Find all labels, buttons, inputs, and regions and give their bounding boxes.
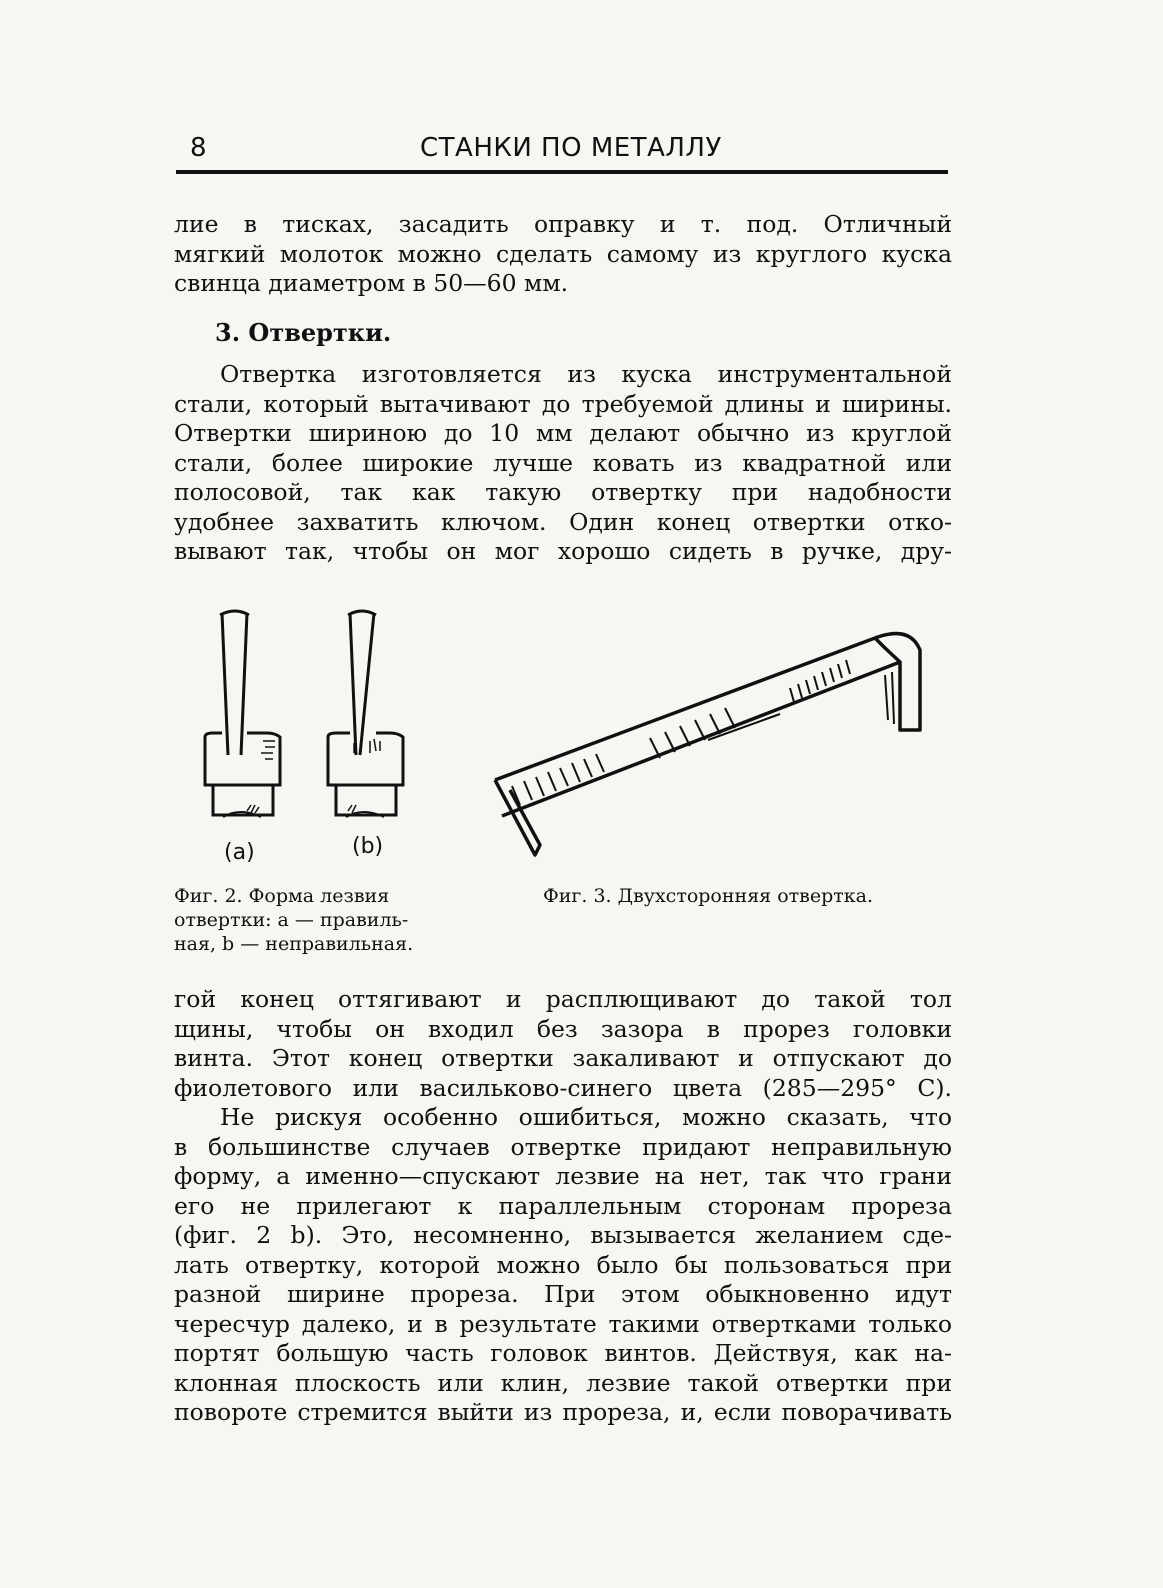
text-line: фиолетового или васильково-синего цвета (285—295° C). [174, 1073, 952, 1102]
header-rule [176, 170, 948, 174]
text-line: вывают так, чтобы он мог хорошо сидеть в ручке, дру- [174, 537, 952, 565]
fig3-caption: Фиг. 3. Двухсторонняя отвертка. [543, 885, 874, 907]
text-line: винта. Этот конец отвертки закаливают и отпускают до [174, 1044, 952, 1072]
paragraph-top [174, 210, 952, 299]
paragraph-bottom-1 [174, 985, 952, 1103]
section-heading: 3. Отвертки. [215, 318, 392, 347]
text-line: лие в тисках, засадить оправку и т. под. Отличный [174, 210, 952, 238]
text-line: форму, а именно—спускают лезвие на нет, так что грани [174, 1162, 952, 1190]
text-line: чересчур далеко, и в результате такими отвертками только [174, 1309, 952, 1338]
text-line: свинца диаметром в 50—60 мм. [174, 269, 569, 297]
fig2a-screwdriver-illustration [195, 605, 295, 830]
text-line: Отвертка изготовляется из куска инструментальной [220, 360, 952, 388]
text-line: его не прилегают к параллельным сторонам прореза [174, 1191, 952, 1220]
text-line: стали, который вытачивают до требуемой длины и ширины. [174, 389, 952, 418]
text-line: Не рискуя особенно ошибиться, можно сказать, что [220, 1103, 952, 1131]
text-line: (фиг. 2 b). Это, несомненно, вызывается желанием сде- [174, 1221, 952, 1249]
fig3-double-screwdriver-illustration [480, 620, 950, 870]
fig2b-screwdriver-illustration [318, 605, 418, 830]
caption-line: отвертки: a — правиль- [174, 909, 409, 931]
text-line: мягкий молоток можно сделать самому из круглого куска [174, 239, 952, 268]
fig2-label-a: (a) [224, 840, 255, 865]
text-line: полосовой, так как такую отвертку при надобности [174, 478, 952, 506]
paragraph-main [174, 360, 952, 567]
text-line: Отвертки шириною до 10 мм делают обычно из круглой [174, 419, 952, 447]
text-line: повороте стремится выйти из прореза, и, если поворачивать [174, 1398, 952, 1426]
page-number: 8 [190, 133, 207, 163]
text-line: разной ширине прореза. При этом обыкновенно идут [174, 1280, 952, 1308]
caption-line: ная, b — неправильная. [174, 933, 414, 955]
fig2-caption [174, 884, 464, 956]
text-line: стали, более широкие лучше ковать из квадратной или [174, 448, 952, 477]
text-line: щины, чтобы он входил без зазора в прорез головки [174, 1014, 952, 1043]
text-line: удобнее захватить ключом. Один конец отвертки отко- [174, 507, 952, 536]
running-title: СТАНКИ ПО МЕТАЛЛУ [420, 133, 722, 163]
caption-line: Фиг. 2. Форма лезвия [174, 885, 390, 907]
text-line: лать отвертку, которой можно было бы пользоваться при [174, 1250, 952, 1279]
text-line: гой конец оттягивают и расплющивают до такой тол [174, 985, 952, 1013]
paragraph-bottom-2 [174, 1103, 952, 1428]
text-line: портят большую часть головок винтов. Действуя, как на- [174, 1339, 952, 1367]
text-line: в большинстве случаев отвертке придают неправильную [174, 1132, 952, 1161]
text-line: клонная плоскость или клин, лезвие такой отвертки при [174, 1368, 952, 1397]
fig2-label-b: (b) [352, 834, 384, 859]
